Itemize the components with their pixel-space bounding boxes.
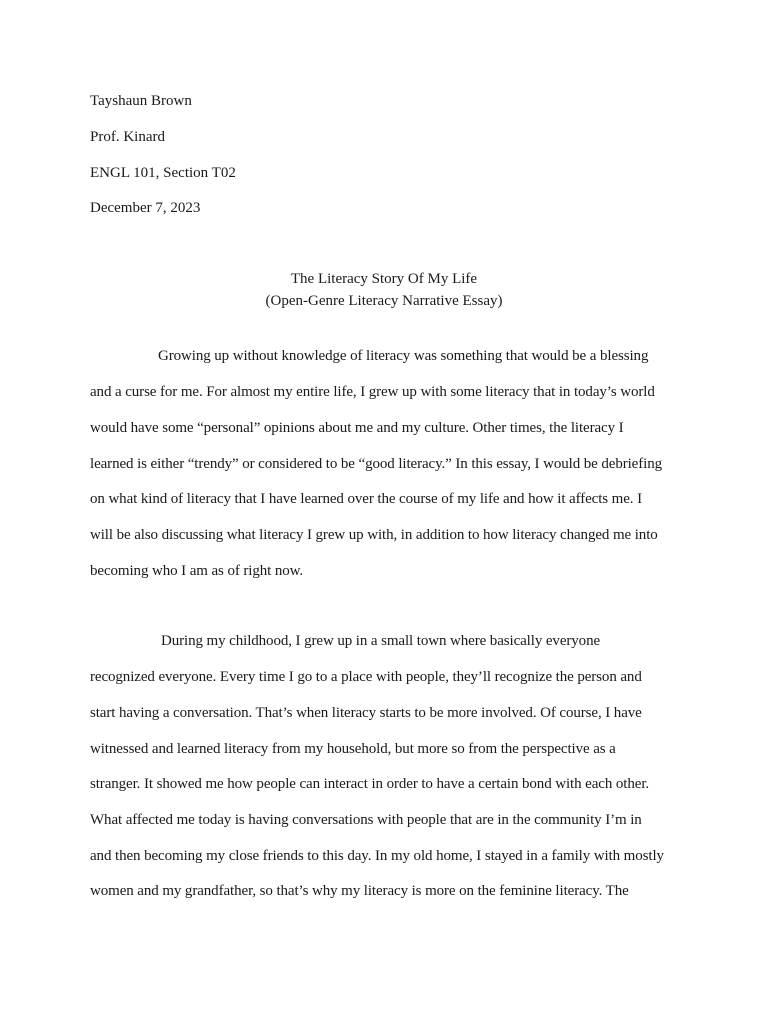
paragraph-line: and a curse for me. For almost my entire life, I grew up with some literacy that in today’s world <box>90 384 655 400</box>
paragraph-line: women and my grandfather, so that’s why my literacy is more on the feminine literacy. The <box>90 883 629 899</box>
paragraph-line: start having a conversation. That’s when literacy starts to be more involved. Of course, I have <box>90 705 642 721</box>
paragraph-line: stranger. It showed me how people can interact in order to have a certain bond with each other. <box>90 776 650 792</box>
paragraph-line: During my childhood, I grew up in a small town where basically everyone <box>161 633 601 649</box>
paragraph-line: becoming who I am as of right now. <box>90 563 304 579</box>
essay-subtitle: (Open-Genre Literacy Narrative Essay) <box>265 293 503 309</box>
paragraph-line: witnessed and learned literacy from my household, but more so from the perspective as a <box>90 741 616 757</box>
paragraph-line: would have some “personal” opinions about me and my culture. Other times, the literacy I <box>90 420 624 436</box>
paragraph-line: and then becoming my close friends to this day. In my old home, I stayed in a family with mostly <box>90 848 664 864</box>
author-name: Tayshaun Brown <box>90 93 192 109</box>
paragraph-line: recognized everyone. Every time I go to a place with people, they’ll recognize the person and <box>90 669 642 685</box>
professor-name: Prof. Kinard <box>90 129 165 145</box>
paragraph-line: will be also discussing what literacy I grew up with, in addition to how literacy changed me into <box>90 527 658 543</box>
essay-title: The Literacy Story Of My Life <box>290 271 478 287</box>
paragraph-line: on what kind of literacy that I have learned over the course of my life and how it affects me. I <box>90 491 642 507</box>
paragraph-line: learned is either “trendy” or considered to be “good literacy.” In this essay, I would be debriefing <box>90 456 663 472</box>
course-section: ENGL 101, Section T02 <box>90 165 236 181</box>
paragraph-line: Growing up without knowledge of literacy was something that would be a blessing <box>158 348 649 364</box>
essay-date: December 7, 2023 <box>90 200 201 216</box>
paragraph-line: What affected me today is having conversations with people that are in the community I’m in <box>90 812 642 828</box>
